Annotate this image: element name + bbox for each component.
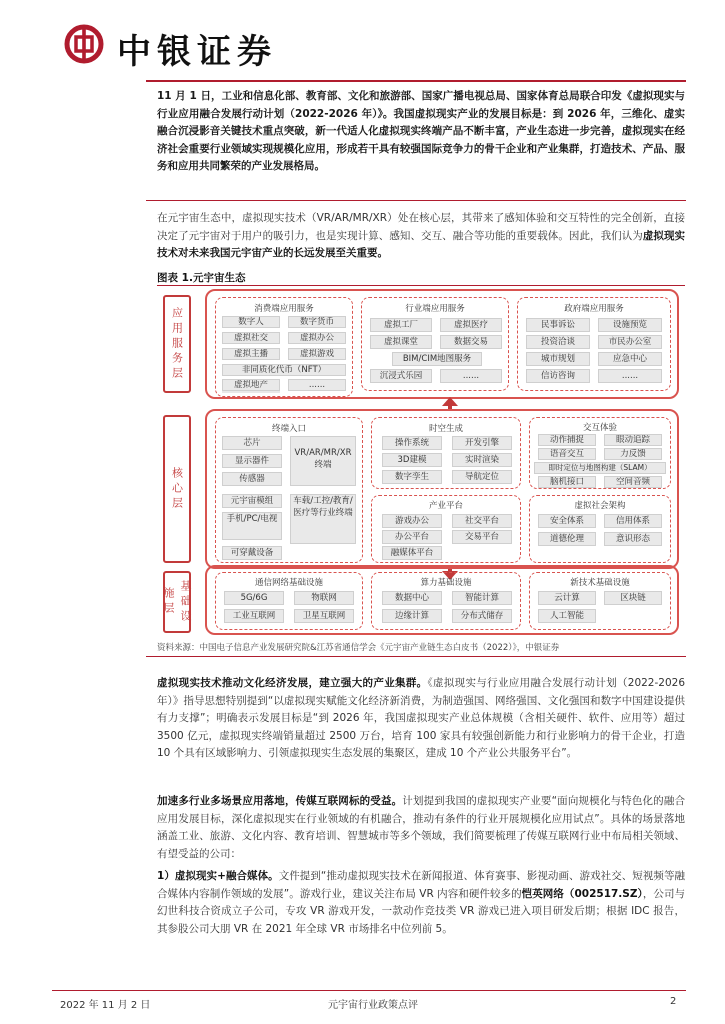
compute-item: 智能计算: [452, 591, 512, 605]
terminal-item: VR/AR/MR/XR终端: [290, 436, 356, 486]
realtime-group: [371, 417, 521, 489]
society-item: 信用体系: [604, 514, 662, 528]
paragraph-2: [157, 675, 685, 763]
paragraph-3-bold: 加速多行业多场景应用落地，传媒互联网标的受益。: [157, 795, 403, 807]
brand-name: 中银证券: [117, 32, 277, 72]
paragraph-1-text: 在元宇宙生态中，虚拟现实技术（VR/AR/MR/XR）处在核心层，其带来了感知体验和交互特性的完全创新，直接决定了元宇宙对于用户的吸引力，也是实现计算、感知、交互、融合等功能的重要载体。因此，我们认为: [157, 212, 685, 242]
interact-item: 眼动追踪: [604, 434, 662, 446]
newtech-group: [529, 572, 671, 630]
industry-item: 虚拟课堂: [370, 335, 432, 349]
realtime-item: 3D建模: [382, 453, 442, 467]
terminal-item: 手机/PC/电视: [222, 512, 282, 540]
layer-label-app: 应用服务层: [163, 295, 191, 393]
interact-item: 动作捕捉: [538, 434, 596, 446]
consumer-title: 消费端应用服务: [254, 304, 314, 314]
gov-item: 投资洽谈: [526, 335, 590, 349]
network-item: 物联网: [294, 591, 354, 605]
platform-item: 游戏办公: [382, 514, 442, 528]
industry-item: ......: [440, 369, 502, 383]
newtech-item: 区块链: [604, 591, 662, 605]
layer-label-base: 基础设施层: [163, 571, 191, 633]
realtime-item: 数字孪生: [382, 470, 442, 484]
paragraph-3: [157, 793, 685, 863]
interact-item: 空间音频: [604, 476, 662, 488]
base-layer-box: [205, 565, 679, 635]
realtime-title: 时空生成: [428, 424, 463, 434]
gov-item: 市民办公室: [598, 335, 662, 349]
consumer-group: [215, 297, 353, 397]
consumer-item: 数字货币: [288, 316, 346, 328]
paragraph-1-bold: 虚拟现实技术对未来我国元宇宙产业的长远发展至关重要。: [157, 229, 686, 259]
gov-item: 城市规划: [526, 352, 590, 366]
paragraph-4-text: 文件提到“推动虚拟现实技术在新闻报道、体育赛事、影视动画、游戏社交、短视频等融合媒体内容制作领域的发展”。游戏行业，建议关注布局 VR 内容和硬件较多的: [157, 870, 685, 900]
newtech-title: 新技术基础设施: [570, 578, 630, 588]
terminal-item: 车载/工控/教育/医疗等行业终端: [290, 494, 356, 544]
gov-title: 政府端应用服务: [564, 304, 624, 314]
interact-item: 脑机接口: [538, 476, 596, 488]
interact-item: 即时定位与地图构建（SLAM）: [534, 462, 666, 474]
consumer-item: 虚拟社交: [222, 332, 280, 344]
network-item: 工业互联网: [224, 609, 284, 623]
gov-item: 民事诉讼: [526, 318, 590, 332]
gov-item: ......: [598, 369, 662, 383]
terminal-item: 可穿戴设备: [222, 546, 282, 560]
platform-item: 办公平台: [382, 530, 442, 544]
industry-item: BIM/CIM地图服务: [392, 352, 482, 366]
company-name: 恺英网络（002517.SZ）: [521, 887, 643, 900]
figure-bottom-rule: [146, 656, 686, 657]
society-item: 意识形态: [604, 532, 662, 546]
intro-paragraph: 11 月 1 日，工业和信息化部、教育部、文化和旅游部、国家广播电视总局、国家体育总局联合印发《虚拟现实与行业应用融合发展行动计划（2022-2026 年）》。我国虚拟现实产业的发展目标是：到 2026 年，三维化、虚实融合沉浸影音关键技术重点突破，新一代适人化虚拟现实终端产品不断丰富，产业生态进一步完善，虚拟现实在经济社会重要行业领域实现规模化应用，形成若干具有较强国际竞争力的骨干企业和产业集群，打造技术、产品、服务和应用共同繁荣的产业发展格局。: [157, 90, 685, 172]
newtech-item: 云计算: [538, 591, 596, 605]
consumer-item: ......: [288, 379, 346, 391]
figure-source: 资料来源：中国电子信息产业发展研究院&江苏省通信学会《元宇宙产业链生态白皮书（2022）》，中银证券: [157, 643, 560, 653]
industry-item: 沉浸式乐园: [370, 369, 432, 383]
realtime-item: 实时渲染: [452, 453, 512, 467]
interact-group: [529, 417, 671, 489]
industry-item: 数据交易: [440, 335, 502, 349]
society-item: 道德伦理: [538, 532, 596, 546]
paragraph-1: [157, 210, 685, 263]
paragraph-3-text: 计划提到我国的虚拟现实产业要“面向规模化与特色化的融合应用发展目标，深化虚拟现实在行业领域的有机融合，推动有条件的行业开展规模化应用试点”。具体的场景落地涵盖工业、旅游、文化内容、教育培训、智慧城市等多个领域，我们简要梳理了传媒互联网行业中布局相关领域、有望受益的公司：: [157, 795, 685, 860]
newtech-item: 人工智能: [538, 609, 596, 623]
industry-group: [361, 297, 509, 391]
header-rule: [146, 80, 686, 82]
terminal-item: 传感器: [222, 472, 282, 486]
society-title: 虚拟社会架构: [574, 501, 626, 511]
footer-date: 2022 年 11 月 2 日: [60, 1000, 151, 1011]
interact-title: 交互体验: [582, 423, 617, 433]
footer-rule: [52, 990, 686, 991]
network-title: 通信网络基础设施: [254, 578, 323, 588]
terminal-title: 终端入口: [271, 424, 306, 434]
intro-rule: [146, 200, 686, 201]
gov-group: [517, 297, 671, 391]
industry-item: 虚拟工厂: [370, 318, 432, 332]
bank-of-china-logo-icon: [64, 24, 104, 64]
terminal-group: [215, 417, 363, 563]
compute-item: 数据中心: [382, 591, 442, 605]
compute-title: 算力基础设施: [420, 578, 472, 588]
interact-item: 语音交互: [538, 448, 596, 460]
interact-item: 力反馈: [604, 448, 662, 460]
paragraph-2-bold: 虚拟现实技术推动文化经济发展，建立强大的产业集群。: [157, 677, 428, 689]
paragraph-4-text-2: ，公司与幻世科技合资成立子公司，专攻 VR 游戏开发，一款动作竞技类 VR 游戏已进入项目研发后期；根据 IDC 报告，其参股公司大朋 VR 在 2021 年全球 VR 市场排名中位列前 5。: [157, 887, 686, 935]
realtime-item: 开发引擎: [452, 436, 512, 450]
core-layer-box: [205, 409, 679, 569]
paragraph-4-bold: 1）虚拟现实+融合媒体。: [157, 870, 279, 882]
network-item: 卫星互联网: [294, 609, 354, 623]
consumer-item: 虚拟办公: [288, 332, 346, 344]
figure-title: 图表 1.元宇宙生态: [157, 272, 246, 284]
terminal-item: 芯片: [222, 436, 282, 450]
app-layer-box: [205, 289, 679, 399]
network-group: [215, 572, 363, 630]
figure-rule: [157, 285, 685, 286]
terminal-item: 元宇宙模组: [222, 494, 282, 508]
realtime-item: 导航定位: [452, 470, 512, 484]
realtime-item: 操作系统: [382, 436, 442, 450]
platform-item: 融媒体平台: [382, 546, 442, 560]
consumer-item: 数字人: [222, 316, 280, 328]
compute-item: 分布式储存: [452, 609, 512, 623]
consumer-item: 虚拟地产: [222, 379, 280, 391]
page-number: 2: [670, 996, 677, 1007]
consumer-item: 虚拟主播: [222, 348, 280, 360]
gov-item: 信访咨询: [526, 369, 590, 383]
paragraph-4: [157, 868, 685, 938]
layer-label-core: 核心层: [163, 415, 191, 563]
platform-title: 产业平台: [428, 501, 463, 511]
consumer-item: 虚拟游戏: [288, 348, 346, 360]
society-item: 安全体系: [538, 514, 596, 528]
consumer-item: 非同质化代币（NFT）: [222, 364, 346, 376]
footer-title: 元宇宙行业政策点评: [328, 1000, 418, 1011]
metaverse-ecosystem-diagram: [157, 287, 685, 637]
platform-item: 社交平台: [452, 514, 512, 528]
industry-item: 虚拟医疗: [440, 318, 502, 332]
network-item: 5G/6G: [224, 591, 284, 605]
terminal-item: 显示器件: [222, 454, 282, 468]
gov-item: 应急中心: [598, 352, 662, 366]
compute-group: [371, 572, 521, 630]
platform-group: [371, 495, 521, 563]
compute-item: 边缘计算: [382, 609, 442, 623]
page-header: [0, 0, 725, 82]
gov-item: 设施预览: [598, 318, 662, 332]
society-group: [529, 495, 671, 563]
industry-title: 行业端应用服务: [405, 304, 465, 314]
platform-item: 交易平台: [452, 530, 512, 544]
paragraph-2-text: 《虚拟现实与行业应用融合发展行动计划（2022-2026 年）》指导思想特别提到“以虚拟现实赋能文化经济新消费，为制造强国、网络强国、文化强国和数字中国建设提供有力支撑”；明确表示发展目标是“到 2026 年，我国虚拟现实产业总体规模（含相关硬件、软件、应用等）超过 3500 亿元，虚拟现实终端销量超过 2500 万台，培育 100 家具有较强创新能力和行业影响力的骨干企业，打造 10 个具有区域影响力、引领虚拟现实生态发展的集聚区，建成 10 个产业公共服务平台”。: [157, 677, 686, 759]
